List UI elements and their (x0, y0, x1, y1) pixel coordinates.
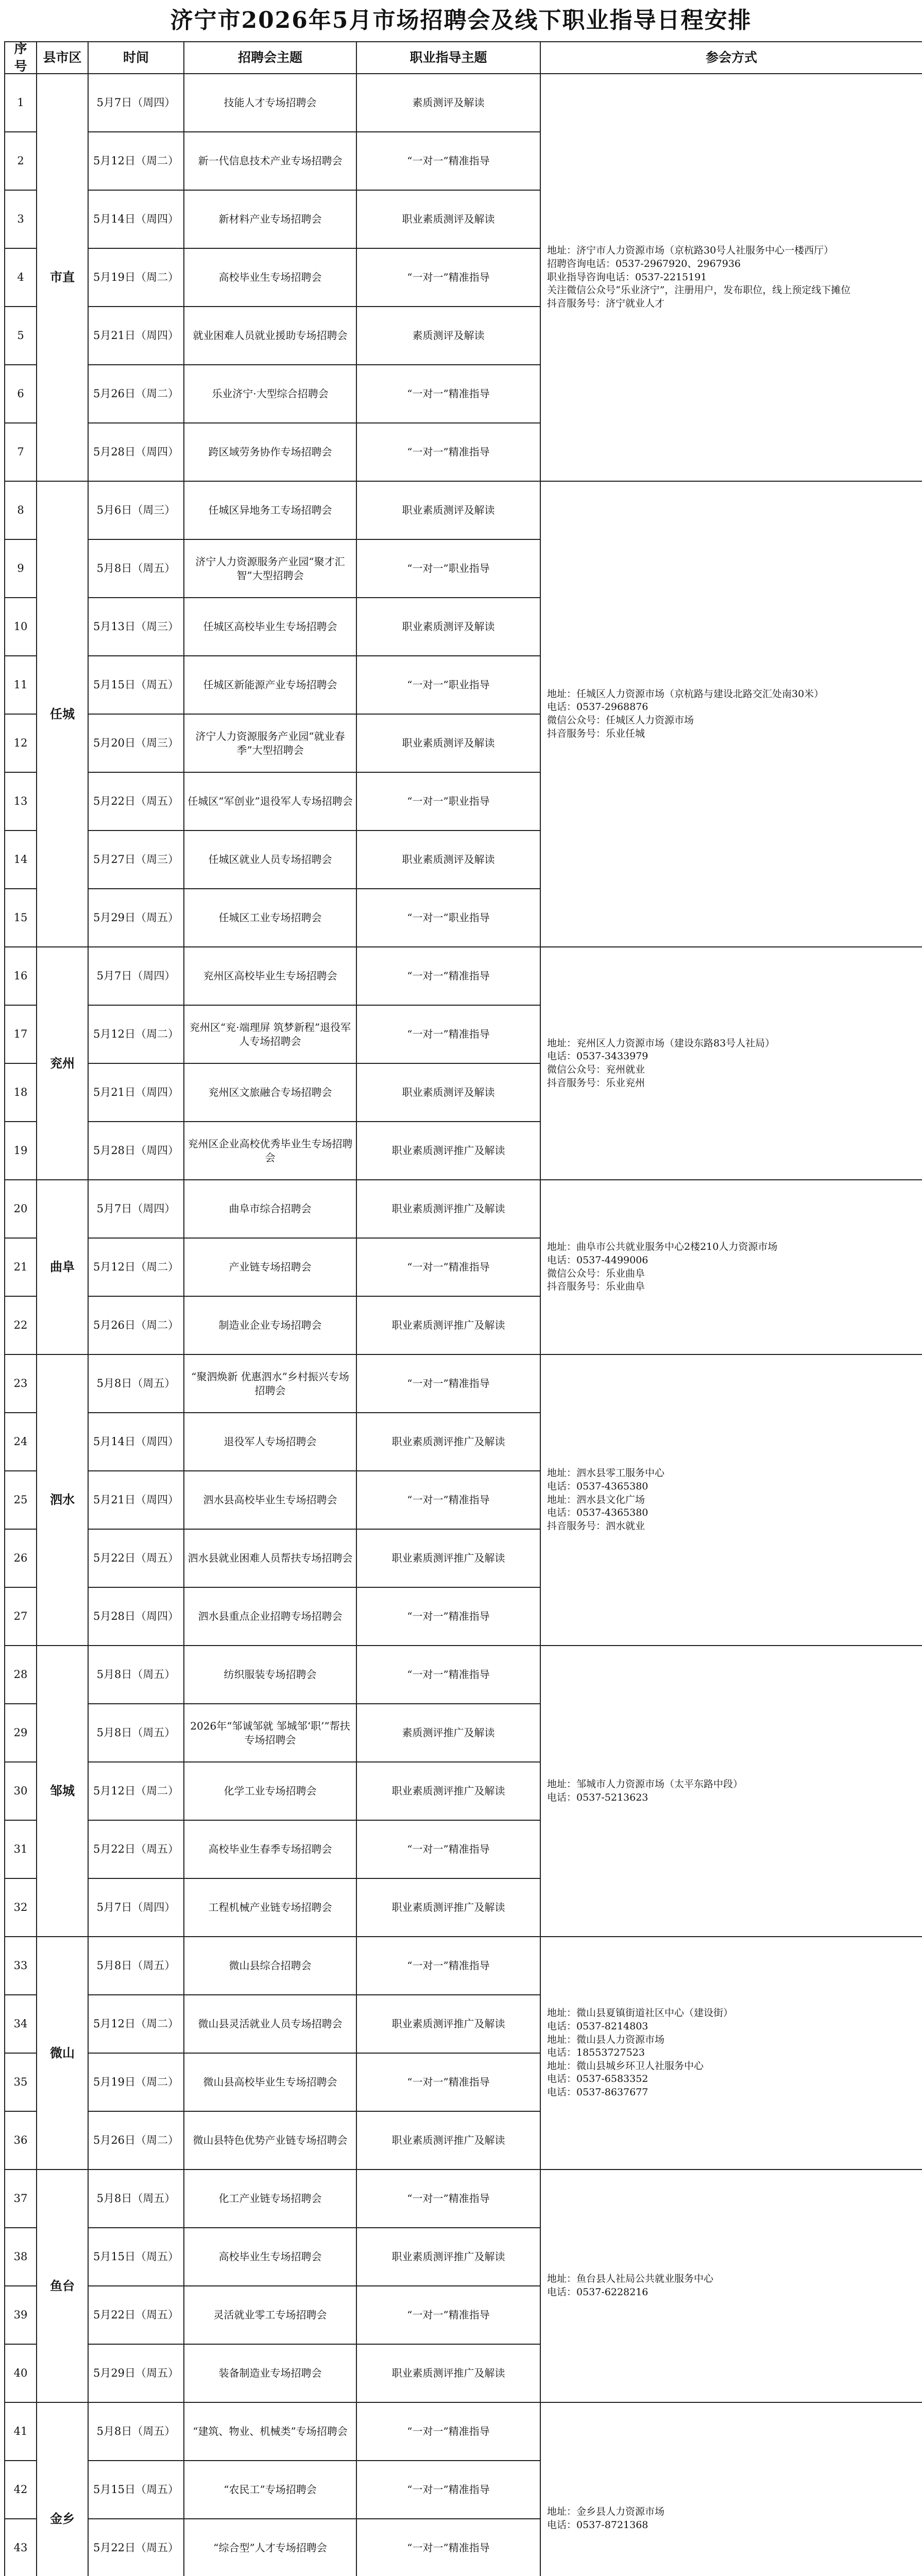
row-fair-theme: 纺织服装专场招聘会 (183, 1645, 357, 1704)
row-fair-theme: 新材料产业专场招聘会 (183, 190, 357, 249)
row-time: 5月7日（周四） (88, 1179, 184, 1239)
row-number: 9 (4, 539, 37, 598)
row-fair-theme: 高校毕业生春季专场招聘会 (183, 1820, 357, 1879)
row-number: 39 (4, 2285, 37, 2345)
row-guidance-theme: 职业素质测评推广及解读 (356, 1121, 541, 1180)
participation-mode: 地址：鱼台县人社局公共就业服务中心 电话：0537-6228216 (540, 2169, 922, 2403)
row-number: 18 (4, 1063, 37, 1122)
row-time: 5月26日（周二） (88, 1296, 184, 1355)
row-fair-theme: 兖州区“兖·端理屏 筑梦新程”退役军人专场招聘会 (183, 1005, 357, 1064)
row-number: 10 (4, 597, 37, 656)
row-number: 23 (4, 1354, 37, 1413)
row-number: 17 (4, 1005, 37, 1064)
row-time: 5月8日（周五） (88, 539, 184, 598)
row-guidance-theme: 职业素质测评及解读 (356, 597, 541, 656)
row-time: 5月28日（周四） (88, 1121, 184, 1180)
row-time: 5月22日（周五） (88, 2518, 184, 2576)
row-number: 28 (4, 1645, 37, 1704)
row-time: 5月22日（周五） (88, 2285, 184, 2345)
row-guidance-theme: “一对一”精准指导 (356, 2518, 541, 2576)
column-header: 职业指导主题 (356, 41, 541, 74)
row-fair-theme: 微山县灵活就业人员专场招聘会 (183, 1994, 357, 2054)
row-fair-theme: 化学工业专场招聘会 (183, 1761, 357, 1821)
row-fair-theme: 微山县综合招聘会 (183, 1936, 357, 1995)
row-number: 38 (4, 2227, 37, 2286)
row-guidance-theme: “一对一”精准指导 (356, 1005, 541, 1064)
row-fair-theme: 微山县高校毕业生专场招聘会 (183, 2053, 357, 2112)
row-number: 33 (4, 1936, 37, 1995)
row-guidance-theme: 职业素质测评及解读 (356, 1063, 541, 1122)
row-fair-theme: “聚泗焕新 优惠泗水”乡村振兴专场招聘会 (183, 1354, 357, 1413)
row-guidance-theme: “一对一”职业指导 (356, 539, 541, 598)
participation-mode: 地址：邹城市人力资源市场（太平东路中段） 电话：0537-5213623 (540, 1645, 922, 1937)
row-guidance-theme: “一对一”精准指导 (356, 2402, 541, 2461)
row-fair-theme: 济宁人力资源服务产业园“聚才汇智”大型招聘会 (183, 539, 357, 598)
row-time: 5月14日（周四） (88, 190, 184, 249)
row-guidance-theme: “一对一”精准指导 (356, 2460, 541, 2519)
row-fair-theme: 泗水县就业困难人员帮扶专场招聘会 (183, 1529, 357, 1588)
row-guidance-theme: 职业素质测评推广及解读 (356, 1179, 541, 1239)
row-time: 5月12日（周二） (88, 131, 184, 191)
row-fair-theme: 乐业济宁·大型综合招聘会 (183, 364, 357, 423)
row-guidance-theme: 职业素质测评推广及解读 (356, 1994, 541, 2054)
county-cell: 市直 (36, 73, 89, 482)
row-guidance-theme: 职业素质测评推广及解读 (356, 1878, 541, 1937)
row-guidance-theme: 职业素质测评推广及解读 (356, 2111, 541, 2170)
row-fair-theme: “综合型”人才专场招聘会 (183, 2518, 357, 2576)
row-time: 5月21日（周四） (88, 1063, 184, 1122)
row-fair-theme: 高校毕业生专场招聘会 (183, 2227, 357, 2286)
row-fair-theme: 退役军人专场招聘会 (183, 1412, 357, 1471)
row-fair-theme: 就业困难人员就业援助专场招聘会 (183, 306, 357, 365)
row-guidance-theme: “一对一”职业指导 (356, 888, 541, 947)
row-guidance-theme: 职业素质测评及解读 (356, 190, 541, 249)
county-cell: 兖州 (36, 946, 89, 1180)
row-number: 1 (4, 73, 37, 132)
row-number: 42 (4, 2460, 37, 2519)
schedule-table (4, 41, 922, 2576)
row-time: 5月19日（周二） (88, 2053, 184, 2112)
county-cell: 任城 (36, 481, 89, 947)
row-fair-theme: 任城区“军创业”退役军人专场招聘会 (183, 772, 357, 831)
row-time: 5月8日（周五） (88, 1645, 184, 1704)
row-guidance-theme: “一对一”精准指导 (356, 2053, 541, 2112)
row-time: 5月12日（周二） (88, 1238, 184, 1297)
row-time: 5月15日（周五） (88, 655, 184, 715)
row-number: 15 (4, 888, 37, 947)
row-fair-theme: 化工产业链专场招聘会 (183, 2169, 357, 2228)
county-cell: 泗水 (36, 1354, 89, 1646)
row-time: 5月22日（周五） (88, 1529, 184, 1588)
row-guidance-theme: “一对一”精准指导 (356, 1470, 541, 1530)
row-fair-theme: 曲阜市综合招聘会 (183, 1179, 357, 1239)
row-fair-theme: 微山县特色优势产业链专场招聘会 (183, 2111, 357, 2170)
row-number: 35 (4, 2053, 37, 2112)
row-guidance-theme: “一对一”精准指导 (356, 2285, 541, 2345)
row-time: 5月15日（周五） (88, 2227, 184, 2286)
county-cell: 曲阜 (36, 1179, 89, 1355)
row-guidance-theme: “一对一”职业指导 (356, 772, 541, 831)
row-fair-theme: 制造业企业专场招聘会 (183, 1296, 357, 1355)
row-time: 5月28日（周四） (88, 1587, 184, 1646)
row-time: 5月29日（周五） (88, 888, 184, 947)
row-fair-theme: 产业链专场招聘会 (183, 1238, 357, 1297)
page-title: 济宁市2026年5月市场招聘会及线下职业指导日程安排 (170, 7, 752, 33)
row-time: 5月20日（周三） (88, 714, 184, 773)
row-guidance-theme: 职业素质测评推广及解读 (356, 2227, 541, 2286)
participation-mode: 地址：曲阜市公共就业服务中心2楼210人力资源市场 电话：0537-4499006 微信公众号：乐业曲阜 抖音服务号：乐业曲阜 (540, 1179, 922, 1355)
row-number: 41 (4, 2402, 37, 2461)
row-number: 29 (4, 1703, 37, 1762)
column-header: 时间 (88, 41, 184, 74)
participation-mode: 地址：金乡县人力资源市场 电话：0537-8721368 (540, 2402, 922, 2576)
row-fair-theme: 任城区就业人员专场招聘会 (183, 830, 357, 889)
row-guidance-theme: “一对一”精准指导 (356, 131, 541, 191)
row-number: 7 (4, 422, 37, 482)
row-number: 21 (4, 1238, 37, 1297)
row-guidance-theme: “一对一”精准指导 (356, 946, 541, 1006)
row-time: 5月12日（周二） (88, 1761, 184, 1821)
row-number: 31 (4, 1820, 37, 1879)
row-fair-theme: 济宁人力资源服务产业园“就业春季”大型招聘会 (183, 714, 357, 773)
row-time: 5月26日（周二） (88, 364, 184, 423)
row-fair-theme: 任城区工业专场招聘会 (183, 888, 357, 947)
row-number: 19 (4, 1121, 37, 1180)
participation-mode: 地址：泗水县零工服务中心 电话：0537-4365380 地址：泗水县文化广场 电话：0537-4365380 抖音服务号：泗水就业 (540, 1354, 922, 1646)
row-number: 24 (4, 1412, 37, 1471)
column-header: 招聘会主题 (183, 41, 357, 74)
row-time: 5月12日（周二） (88, 1994, 184, 2054)
row-time: 5月19日（周二） (88, 248, 184, 307)
row-number: 6 (4, 364, 37, 423)
row-number: 11 (4, 655, 37, 715)
county-cell: 鱼台 (36, 2169, 89, 2403)
column-header: 序号 (4, 41, 37, 74)
row-number: 26 (4, 1529, 37, 1588)
row-time: 5月8日（周五） (88, 1354, 184, 1413)
row-time: 5月26日（周二） (88, 2111, 184, 2170)
row-fair-theme: “建筑、物业、机械类”专场招聘会 (183, 2402, 357, 2461)
row-guidance-theme: “一对一”精准指导 (356, 422, 541, 482)
row-time: 5月7日（周四） (88, 73, 184, 132)
row-fair-theme: 任城区新能源产业专场招聘会 (183, 655, 357, 715)
row-number: 16 (4, 946, 37, 1006)
row-guidance-theme: 职业素质测评推广及解读 (356, 1529, 541, 1588)
row-time: 5月21日（周四） (88, 1470, 184, 1530)
row-fair-theme: 装备制造业专场招聘会 (183, 2344, 357, 2403)
row-number: 43 (4, 2518, 37, 2576)
county-cell: 金乡 (36, 2402, 89, 2576)
row-fair-theme: “农民工”专场招聘会 (183, 2460, 357, 2519)
participation-mode: 地址：兖州区人力资源市场（建设东路83号人社局） 电话：0537-3433979 微信公众号：兖州就业 抖音服务号：乐业兖州 (540, 946, 922, 1180)
row-guidance-theme: 素质测评推广及解读 (356, 1703, 541, 1762)
row-number: 30 (4, 1761, 37, 1821)
row-fair-theme: 跨区域劳务协作专场招聘会 (183, 422, 357, 482)
row-fair-theme: 泗水县重点企业招聘专场招聘会 (183, 1587, 357, 1646)
row-guidance-theme: “一对一”精准指导 (356, 2169, 541, 2228)
row-time: 5月29日（周五） (88, 2344, 184, 2403)
row-guidance-theme: “一对一”精准指导 (356, 1936, 541, 1995)
row-number: 27 (4, 1587, 37, 1646)
row-number: 34 (4, 1994, 37, 2054)
participation-mode: 地址：任城区人力资源市场（京杭路与建设北路交汇处南30米） 电话：0537-2968876 微信公众号：任城区人力资源市场 抖音服务号：乐业任城 (540, 481, 922, 947)
row-fair-theme: 2026年“邹诚邹就 邹城邹‘职’”帮扶专场招聘会 (183, 1703, 357, 1762)
column-header: 参会方式 (540, 41, 922, 74)
row-guidance-theme: “一对一”精准指导 (356, 248, 541, 307)
row-number: 22 (4, 1296, 37, 1355)
row-fair-theme: 技能人才专场招聘会 (183, 73, 357, 132)
row-fair-theme: 兖州区文旅融合专场招聘会 (183, 1063, 357, 1122)
row-number: 2 (4, 131, 37, 191)
row-guidance-theme: “一对一”精准指导 (356, 1820, 541, 1879)
row-time: 5月15日（周五） (88, 2460, 184, 2519)
row-guidance-theme: 职业素质测评推广及解读 (356, 1761, 541, 1821)
row-guidance-theme: “一对一”职业指导 (356, 655, 541, 715)
county-cell: 邹城 (36, 1645, 89, 1937)
row-guidance-theme: 职业素质测评及解读 (356, 830, 541, 889)
row-number: 12 (4, 714, 37, 773)
county-cell: 微山 (36, 1936, 89, 2170)
row-fair-theme: 兖州区高校毕业生专场招聘会 (183, 946, 357, 1006)
row-fair-theme: 高校毕业生专场招聘会 (183, 248, 357, 307)
row-fair-theme: 灵活就业零工专场招聘会 (183, 2285, 357, 2345)
row-time: 5月28日（周四） (88, 422, 184, 482)
row-time: 5月27日（周三） (88, 830, 184, 889)
row-fair-theme: 兖州区企业高校优秀毕业生专场招聘会 (183, 1121, 357, 1180)
row-fair-theme: 任城区高校毕业生专场招聘会 (183, 597, 357, 656)
row-time: 5月7日（周四） (88, 1878, 184, 1937)
row-time: 5月8日（周五） (88, 1703, 184, 1762)
row-time: 5月22日（周五） (88, 1820, 184, 1879)
row-number: 37 (4, 2169, 37, 2228)
row-time: 5月12日（周二） (88, 1005, 184, 1064)
row-time: 5月21日（周四） (88, 306, 184, 365)
row-fair-theme: 工程机械产业链专场招聘会 (183, 1878, 357, 1937)
row-guidance-theme: “一对一”精准指导 (356, 364, 541, 423)
row-guidance-theme: “一对一”精准指导 (356, 1645, 541, 1704)
row-time: 5月14日（周四） (88, 1412, 184, 1471)
row-number: 40 (4, 2344, 37, 2403)
row-number: 13 (4, 772, 37, 831)
participation-mode: 地址：微山县夏镇街道社区中心（建设街） 电话：0537-8214803 地址：微山县人力资源市场 电话：18553727523 地址：微山县城乡环卫人社服务中心 电话：0537-6583352 电话：0537-8637677 (540, 1936, 922, 2170)
row-guidance-theme: “一对一”精准指导 (356, 1587, 541, 1646)
row-guidance-theme: “一对一”精准指导 (356, 1238, 541, 1297)
row-fair-theme: 泗水县高校毕业生专场招聘会 (183, 1470, 357, 1530)
row-guidance-theme: 素质测评及解读 (356, 306, 541, 365)
row-time: 5月13日（周三） (88, 597, 184, 656)
participation-mode: 地址：济宁市人力资源市场（京杭路30号人社服务中心一楼西厅） 招聘咨询电话：0537-2967920、2967936 职业指导咨询电话：0537-2215191 关注微信公众号“乐业济宁”，注册用户，发布职位，线上预定线下摊位 抖音服务号：济宁就业人才 (540, 73, 922, 482)
row-guidance-theme: 职业素质测评推广及解读 (356, 1296, 541, 1355)
row-time: 5月22日（周五） (88, 772, 184, 831)
row-time: 5月8日（周五） (88, 2402, 184, 2461)
row-number: 5 (4, 306, 37, 365)
row-fair-theme: 任城区异地务工专场招聘会 (183, 481, 357, 540)
row-number: 4 (4, 248, 37, 307)
row-number: 14 (4, 830, 37, 889)
row-time: 5月8日（周五） (88, 1936, 184, 1995)
row-guidance-theme: 职业素质测评推广及解读 (356, 1412, 541, 1471)
row-guidance-theme: 职业素质测评及解读 (356, 714, 541, 773)
row-number: 8 (4, 481, 37, 540)
row-number: 3 (4, 190, 37, 249)
row-number: 36 (4, 2111, 37, 2170)
column-header: 县市区 (36, 41, 89, 74)
row-number: 32 (4, 1878, 37, 1937)
row-time: 5月8日（周五） (88, 2169, 184, 2228)
row-guidance-theme: “一对一”精准指导 (356, 1354, 541, 1413)
row-fair-theme: 新一代信息技术产业专场招聘会 (183, 131, 357, 191)
row-guidance-theme: 职业素质测评推广及解读 (356, 2344, 541, 2403)
row-number: 25 (4, 1470, 37, 1530)
row-number: 20 (4, 1179, 37, 1239)
row-time: 5月7日（周四） (88, 946, 184, 1006)
row-guidance-theme: 职业素质测评及解读 (356, 481, 541, 540)
row-guidance-theme: 素质测评及解读 (356, 73, 541, 132)
row-time: 5月6日（周三） (88, 481, 184, 540)
